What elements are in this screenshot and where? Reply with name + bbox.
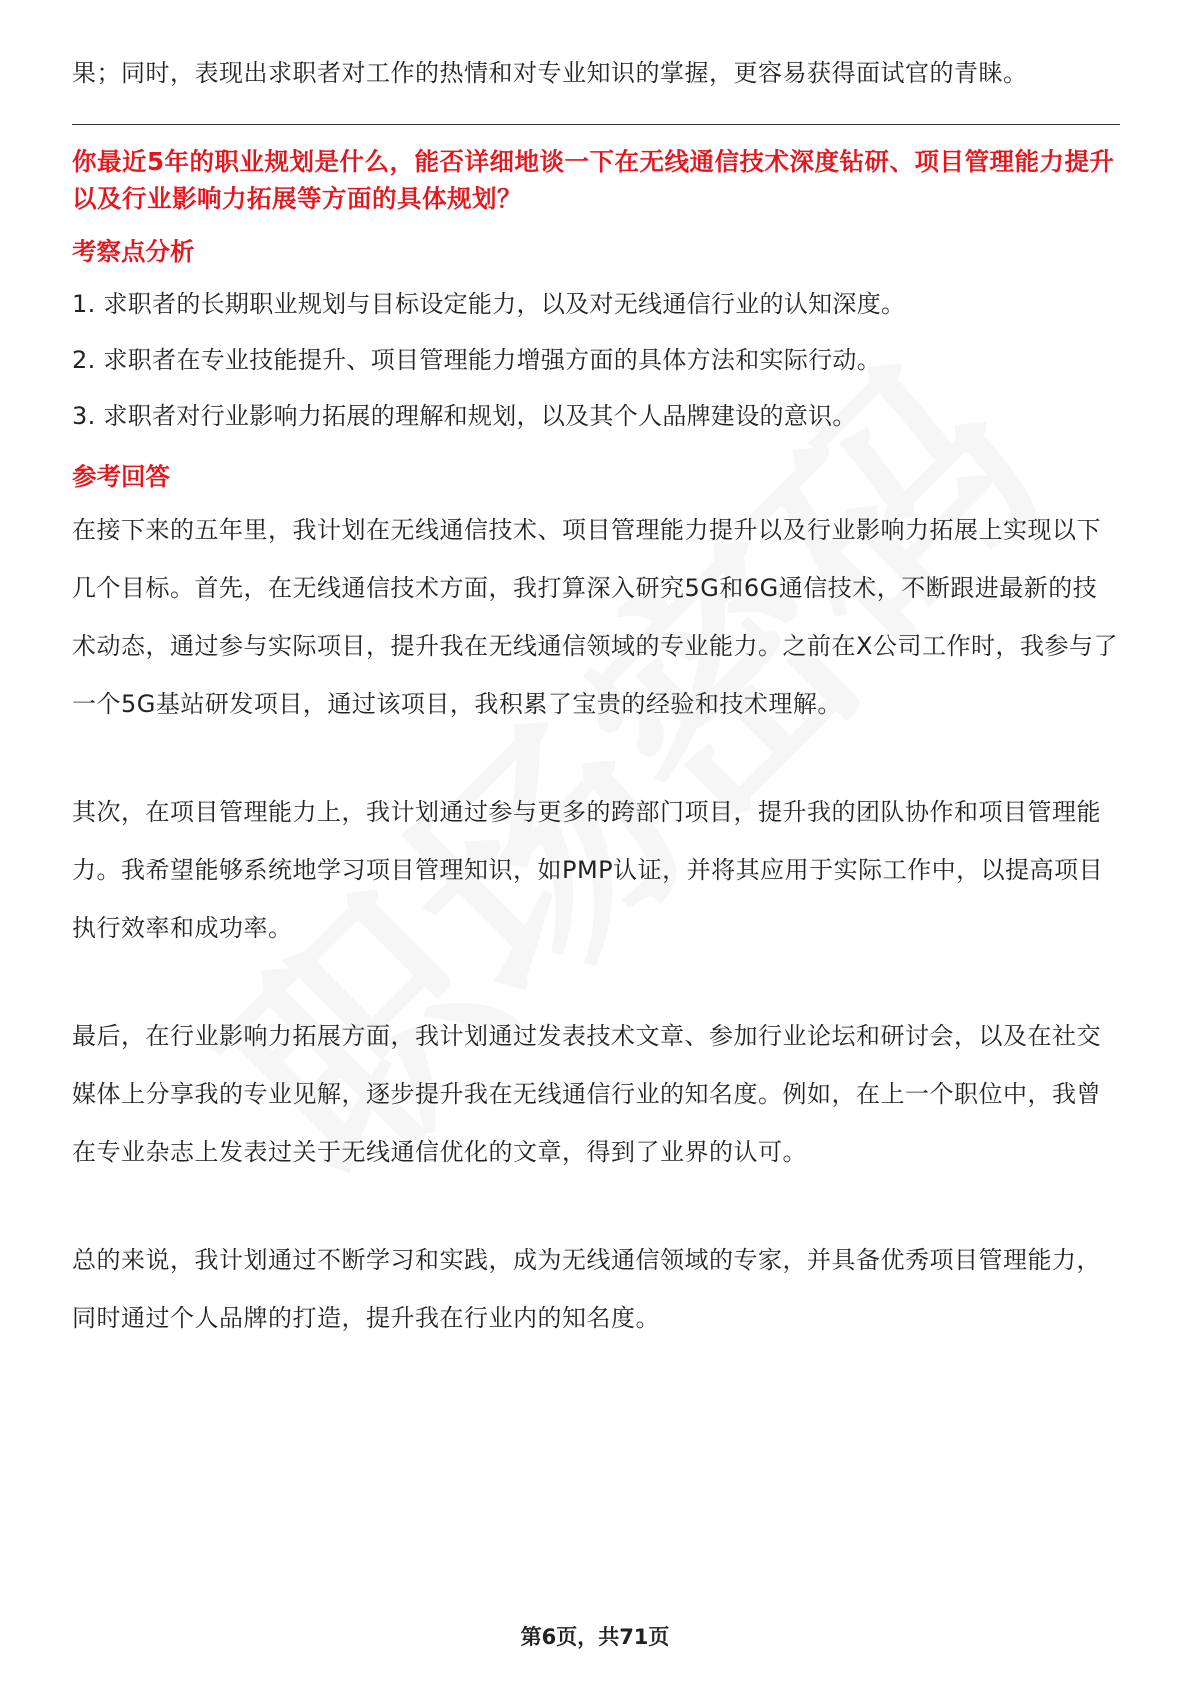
paragraph-gap — [72, 1181, 1120, 1231]
intro-continuation: 果；同时，表现出求职者对工作的热情和对专业知识的掌握，更容易获得面试官的青睐。 — [72, 59, 1028, 87]
answer-paragraph: 最后，在行业影响力拓展方面，我计划通过发表技术文章、参加行业论坛和研讨会，以及在社交媒体上分享我的专业见解，逐步提升我在无线通信行业的知名度。例如，在上一个职位中，我曾在专业杂志上发表过关于无线通信优化的文章，得到了业界的认可。 — [72, 1022, 1101, 1166]
analysis-title: 考察点分析 — [72, 237, 195, 266]
answer-title: 参考回答 — [72, 462, 170, 491]
answer-paragraph: 在接下来的五年里，我计划在无线通信技术、项目管理能力提升以及行业影响力拓展上实现以下几个目标。首先，在无线通信技术方面，我打算深入研究5G和6G通信技术，不断跟进最新的技术动态，通过参与实际项目，提升我在无线通信领域的专业能力。之前在X公司工作时，我参与了一个5G基站研发项目，通过该项目，我积累了宝贵的经验和技术理解。 — [72, 516, 1118, 718]
paragraph-gap — [72, 957, 1120, 1007]
analysis-item: 2. 求职者在专业技能提升、项目管理能力增强方面的具体方法和实际行动。 — [72, 346, 882, 374]
page-number: 第6页，共71页 — [520, 1625, 670, 1649]
answer-paragraph: 总的来说，我计划通过不断学习和实践，成为无线通信领域的专家，并具备优秀项目管理能力，同时通过个人品牌的打造，提升我在行业内的知名度。 — [72, 1246, 1101, 1332]
document-page — [72, 44, 1120, 1347]
analysis-item: 1. 求职者的长期职业规划与目标设定能力，以及对无线通信行业的认知深度。 — [72, 290, 906, 318]
section-divider — [72, 124, 1120, 125]
paragraph-gap — [72, 733, 1120, 783]
interview-question: 你最近5年的职业规划是什么，能否详细地谈一下在无线通信技术深度钻研、项目管理能力提升以及行业影响力拓展等方面的具体规划？ — [72, 147, 1115, 213]
analysis-item: 3. 求职者对行业影响力拓展的理解和规划，以及其个人品牌建设的意识。 — [72, 402, 857, 430]
answer-paragraph: 其次，在项目管理能力上，我计划通过参与更多的跨部门项目，提升我的团队协作和项目管理能力。我希望能够系统地学习项目管理知识，如PMP认证，并将其应用于实际工作中，以提高项目执行效率和成功率。 — [72, 798, 1104, 942]
